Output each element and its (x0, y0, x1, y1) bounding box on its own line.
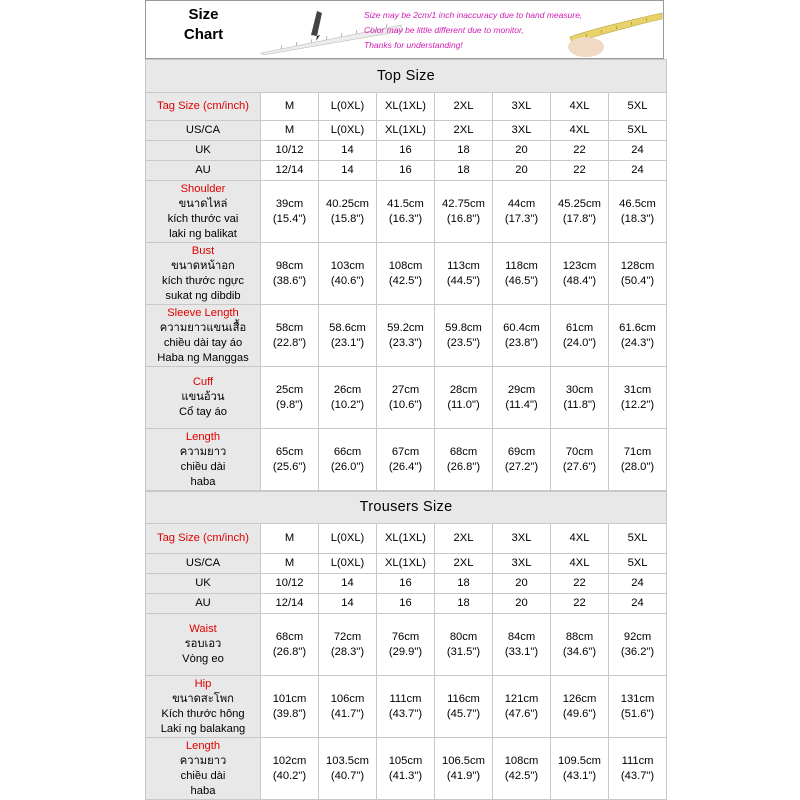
measure-name-english: Shoulder (180, 182, 226, 195)
measure-name-translation: sukat ng dibdib (165, 289, 241, 302)
trousers-uk-cell: 24 (609, 574, 667, 594)
value-cm: 103.5cm (326, 754, 369, 767)
trousers-au-cell: 24 (609, 594, 667, 614)
value-inch: (43.7") (388, 707, 423, 720)
measure-name-translation: Haba ng Manggas (157, 351, 249, 364)
trousers-au-cell: 12/14 (261, 594, 319, 614)
trousers-tag-size-cell: XL(1XL) (377, 524, 435, 554)
value-inch: (11.4") (505, 398, 538, 411)
note-color-monitor: Color may be little different due to monitor, (364, 25, 524, 35)
measure-name-english: Length (185, 739, 221, 752)
value-cm: 105cm (388, 754, 423, 767)
top-us-ca-cell: XL(1XL) (377, 121, 435, 141)
top-uk-cell: 20 (493, 141, 551, 161)
trousers-uk-label: UK (146, 574, 261, 594)
measure-name-translation: ความยาว (179, 754, 227, 767)
top-measure-cell (551, 305, 609, 367)
value-inch: (15.8") (330, 212, 365, 225)
value-cm: 58cm (275, 321, 304, 334)
value-cm: 30cm (565, 383, 594, 396)
top-measure-cell (435, 429, 493, 491)
top-au-label: AU (146, 161, 261, 181)
measure-name-english: Cuff (192, 376, 214, 388)
note-hand-measure: Size may be 2cm/1 inch inaccuracy due to hand measure, (364, 10, 583, 20)
trousers-row-measure (146, 614, 667, 676)
value-cm: 40.25cm (326, 197, 369, 210)
top-au-cell: 14 (319, 161, 377, 181)
top-uk-cell: 10/12 (261, 141, 319, 161)
measure-name-translation: ขนาดไหล่ (178, 197, 228, 210)
value-inch: (48.4") (562, 274, 597, 287)
trousers-us-ca-cell: 2XL (435, 554, 493, 574)
value-cm: 123cm (562, 259, 597, 272)
value-inch: (41.3") (388, 769, 423, 782)
top-measure-cell (493, 243, 551, 305)
trousers-measure-cell (319, 676, 377, 738)
note-thanks: Thanks for understanding! (364, 40, 463, 50)
trousers-measure-cell (609, 676, 667, 738)
top-section-title: Top Size (146, 60, 667, 93)
top-size-table (145, 59, 667, 491)
value-cm: 84cm (507, 630, 536, 643)
size-chart-header (145, 0, 664, 59)
trousers-section-header (146, 492, 667, 524)
top-measure-cell (319, 243, 377, 305)
value-inch: (17.3") (504, 212, 539, 225)
trousers-au-cell: 18 (435, 594, 493, 614)
value-cm: 113cm (447, 259, 480, 272)
top-measure-cell (261, 367, 319, 429)
value-inch: (43.7") (620, 769, 655, 782)
top-row-us-ca (146, 121, 667, 141)
value-inch: (27.2") (504, 460, 539, 473)
trousers-row-us-ca (146, 554, 667, 574)
top-au-cell: 24 (609, 161, 667, 181)
value-inch: (34.6") (562, 645, 597, 658)
trousers-measure-cell (261, 614, 319, 676)
value-cm: 61.6cm (619, 321, 656, 334)
top-tag-size-label: Tag Size (cm/inch) (146, 93, 261, 121)
top-row-tag-size (146, 93, 667, 121)
value-inch: (22.8") (272, 336, 307, 349)
top-measure-cell (551, 243, 609, 305)
trousers-us-ca-cell: M (261, 554, 319, 574)
size-disclaimer-notes (364, 8, 594, 53)
value-cm: 25cm (275, 383, 304, 396)
value-inch: (12.2") (620, 398, 655, 411)
value-inch: (28.0") (620, 460, 655, 473)
top-tag-size-cell: 4XL (551, 93, 609, 121)
trousers-measure-cell (377, 676, 435, 738)
top-measure-cell (435, 367, 493, 429)
value-cm: 88cm (565, 630, 594, 643)
value-cm: 98cm (275, 259, 304, 272)
trousers-measure-label (146, 676, 261, 738)
value-cm: 128cm (620, 259, 655, 272)
value-inch: (33.1") (504, 645, 539, 658)
top-measure-cell (493, 367, 551, 429)
value-cm: 61cm (565, 321, 594, 334)
value-cm: 109.5cm (558, 754, 601, 767)
value-inch: (47.6") (504, 707, 539, 720)
value-cm: 65cm (275, 445, 304, 458)
value-cm: 58.6cm (329, 321, 366, 334)
value-inch: (39.8") (272, 707, 307, 720)
top-measure-label (146, 367, 261, 429)
top-measure-cell (609, 305, 667, 367)
top-row-measure (146, 429, 667, 491)
value-inch: (51.6") (620, 707, 655, 720)
trousers-size-table (145, 491, 667, 800)
top-measure-cell (609, 243, 667, 305)
top-tag-size-cell: L(0XL) (319, 93, 377, 121)
trousers-us-ca-cell: 4XL (551, 554, 609, 574)
value-cm: 46.5cm (619, 197, 656, 210)
size-chart-title: Size Chart (183, 6, 224, 43)
value-inch: (11.0") (447, 398, 480, 411)
trousers-uk-cell: 10/12 (261, 574, 319, 594)
value-inch: (42.5") (388, 274, 423, 287)
value-inch: (26.8") (446, 460, 481, 473)
value-cm: 126cm (562, 692, 597, 705)
trousers-measure-cell (377, 614, 435, 676)
top-measure-cell (319, 305, 377, 367)
value-inch: (26.4") (388, 460, 423, 473)
value-inch: (23.3") (388, 336, 423, 349)
trousers-us-ca-cell: XL(1XL) (377, 554, 435, 574)
value-cm: 41.5cm (387, 197, 424, 210)
measure-name-translation: ความยาว (179, 445, 227, 458)
trousers-au-cell: 16 (377, 594, 435, 614)
trousers-uk-cell: 20 (493, 574, 551, 594)
top-measure-cell (377, 243, 435, 305)
value-cm: 28cm (449, 383, 478, 396)
top-au-cell: 22 (551, 161, 609, 181)
trousers-row-tag-size (146, 524, 667, 554)
trousers-uk-cell: 22 (551, 574, 609, 594)
value-inch: (23.5") (446, 336, 481, 349)
top-measure-cell (435, 305, 493, 367)
top-measure-cell (609, 429, 667, 491)
value-inch: (40.7") (330, 769, 365, 782)
measure-name-english: Hip (194, 677, 212, 690)
value-inch: (36.2") (620, 645, 655, 658)
value-cm: 102cm (272, 754, 307, 767)
top-measure-cell (319, 181, 377, 243)
top-measure-cell (261, 181, 319, 243)
top-measure-cell (551, 367, 609, 429)
value-inch: (45.7") (446, 707, 481, 720)
top-us-ca-cell: L(0XL) (319, 121, 377, 141)
top-us-ca-label: US/CA (146, 121, 261, 141)
measure-name-english: Bust (191, 244, 215, 257)
top-measure-cell (435, 243, 493, 305)
measure-name-translation: kích thước vai (167, 212, 239, 225)
measure-name-english: Length (185, 430, 221, 443)
measuring-tape-hand-icon (566, 3, 664, 59)
value-cm: 68cm (275, 630, 304, 643)
trousers-au-cell: 22 (551, 594, 609, 614)
trousers-us-ca-cell: L(0XL) (319, 554, 377, 574)
value-cm: 39cm (275, 197, 304, 210)
value-inch: (16.8") (446, 212, 481, 225)
value-inch: (41.7") (330, 707, 365, 720)
value-inch: (15.4") (272, 212, 307, 225)
top-measure-cell (377, 367, 435, 429)
trousers-measure-cell (261, 676, 319, 738)
value-inch: (10.2") (330, 398, 365, 411)
trousers-row-measure (146, 676, 667, 738)
value-inch: (26.0") (330, 460, 365, 473)
trousers-row-uk (146, 574, 667, 594)
value-inch: (23.1") (330, 336, 365, 349)
top-tag-size-cell: 5XL (609, 93, 667, 121)
trousers-us-ca-label: US/CA (146, 554, 261, 574)
value-cm: 59.8cm (445, 321, 482, 334)
value-cm: 29cm (507, 383, 536, 396)
value-cm: 108cm (504, 754, 539, 767)
measure-name-translation: รอบเอว (184, 638, 222, 650)
value-cm: 92cm (623, 630, 652, 643)
value-cm: 103cm (330, 259, 365, 272)
trousers-measure-cell (609, 738, 667, 800)
top-au-cell: 20 (493, 161, 551, 181)
value-inch: (23.8") (504, 336, 539, 349)
value-cm: 26cm (333, 383, 362, 396)
top-measure-cell (319, 429, 377, 491)
value-inch: (50.4") (620, 274, 655, 287)
top-measure-cell (377, 305, 435, 367)
measure-name-translation: Cổ tay áo (179, 406, 227, 418)
top-measure-cell (261, 305, 319, 367)
trousers-us-ca-cell: 3XL (493, 554, 551, 574)
trousers-tag-size-cell: 2XL (435, 524, 493, 554)
value-cm: 106.5cm (442, 754, 485, 767)
measure-name-translation: laki ng balikat (169, 227, 237, 240)
trousers-measure-cell (609, 614, 667, 676)
value-inch: (18.3") (620, 212, 655, 225)
trousers-measure-cell (493, 738, 551, 800)
value-cm: 121cm (504, 692, 539, 705)
trousers-uk-cell: 16 (377, 574, 435, 594)
trousers-measure-cell (319, 738, 377, 800)
value-inch: (10.6") (388, 398, 423, 411)
value-cm: 80cm (449, 630, 478, 643)
value-inch: (29.9") (388, 645, 423, 658)
top-us-ca-cell: 2XL (435, 121, 493, 141)
value-inch: (24.0") (562, 336, 597, 349)
trousers-measure-cell (435, 614, 493, 676)
trousers-measure-cell (435, 676, 493, 738)
value-cm: 67cm (391, 445, 420, 458)
top-au-cell: 12/14 (261, 161, 319, 181)
value-cm: 42.75cm (442, 197, 485, 210)
value-cm: 27cm (391, 383, 420, 396)
value-inch: (40.2") (272, 769, 307, 782)
value-cm: 131cm (620, 692, 655, 705)
top-uk-cell: 22 (551, 141, 609, 161)
top-measure-cell (435, 181, 493, 243)
trousers-tag-size-cell: 3XL (493, 524, 551, 554)
top-measure-label (146, 181, 261, 243)
value-inch: (17.8") (562, 212, 597, 225)
trousers-row-measure (146, 738, 667, 800)
value-cm: 71cm (623, 445, 652, 458)
measure-name-translation: Vòng eo (182, 653, 224, 665)
value-cm: 108cm (388, 259, 423, 272)
value-inch: (43.1") (562, 769, 597, 782)
value-inch: (26.8") (272, 645, 307, 658)
value-inch: (42.5") (504, 769, 539, 782)
value-cm: 111cm (621, 754, 654, 767)
value-inch: (25.6") (272, 460, 307, 473)
value-inch: (24.3") (620, 336, 655, 349)
value-inch: (38.6") (272, 274, 307, 287)
top-tag-size-cell: M (261, 93, 319, 121)
value-cm: 45.25cm (558, 197, 601, 210)
measure-name-translation: kích thước ngực (161, 274, 244, 287)
top-measure-cell (551, 429, 609, 491)
trousers-au-cell: 14 (319, 594, 377, 614)
top-tag-size-cell: 3XL (493, 93, 551, 121)
top-us-ca-cell: 5XL (609, 121, 667, 141)
top-au-cell: 16 (377, 161, 435, 181)
measure-name-translation: ขนาดหน้าอก (171, 259, 235, 272)
trousers-measure-cell (551, 676, 609, 738)
top-measure-label (146, 429, 261, 491)
measure-name-translation: Kích thước hông (161, 707, 245, 720)
trousers-tag-size-cell: 5XL (609, 524, 667, 554)
top-measure-cell (319, 367, 377, 429)
value-cm: 66cm (333, 445, 362, 458)
trousers-tag-size-cell: L(0XL) (319, 524, 377, 554)
value-inch: (40.6") (330, 274, 365, 287)
value-cm: 111cm (389, 692, 422, 705)
value-inch: (41.9") (446, 769, 481, 782)
value-inch: (16.3") (388, 212, 423, 225)
value-cm: 59.2cm (387, 321, 424, 334)
top-section-header (146, 60, 667, 93)
value-cm: 116cm (447, 692, 480, 705)
value-inch: (28.3") (330, 645, 365, 658)
trousers-tag-size-label: Tag Size (cm/inch) (146, 524, 261, 554)
top-row-measure (146, 243, 667, 305)
measure-name-translation: haba (190, 784, 216, 797)
top-au-cell: 18 (435, 161, 493, 181)
value-cm: 76cm (391, 630, 420, 643)
value-inch: (31.5") (446, 645, 481, 658)
top-measure-cell (493, 305, 551, 367)
top-row-measure (146, 305, 667, 367)
top-measure-cell (377, 181, 435, 243)
trousers-measure-cell (493, 614, 551, 676)
top-us-ca-cell: 3XL (493, 121, 551, 141)
trousers-tag-size-cell: 4XL (551, 524, 609, 554)
trousers-tag-size-cell: M (261, 524, 319, 554)
measure-name-english: Sleeve Length (167, 306, 239, 319)
value-cm: 68cm (449, 445, 478, 458)
measure-name-english: Waist (189, 623, 217, 635)
top-measure-cell (609, 367, 667, 429)
value-inch: (11.8") (563, 398, 596, 411)
measure-name-translation: haba (190, 475, 216, 488)
trousers-measure-cell (319, 614, 377, 676)
measure-name-translation: chiều dài (180, 769, 226, 782)
value-cm: 69cm (507, 445, 536, 458)
top-row-measure (146, 367, 667, 429)
value-inch: (44.5") (446, 274, 481, 287)
top-row-au (146, 161, 667, 181)
top-tag-size-cell: XL(1XL) (377, 93, 435, 121)
top-measure-cell (609, 181, 667, 243)
top-row-uk (146, 141, 667, 161)
top-measure-cell (551, 181, 609, 243)
measure-name-translation: Laki ng balakang (160, 722, 246, 735)
trousers-measure-cell (493, 676, 551, 738)
trousers-measure-cell (551, 738, 609, 800)
measure-name-translation: ความยาวแขนเสื้อ (159, 321, 247, 334)
trousers-au-cell: 20 (493, 594, 551, 614)
top-row-measure (146, 181, 667, 243)
top-measure-cell (493, 181, 551, 243)
value-cm: 106cm (330, 692, 365, 705)
trousers-measure-cell (435, 738, 493, 800)
trousers-row-au (146, 594, 667, 614)
value-cm: 70cm (565, 445, 594, 458)
trousers-measure-label (146, 738, 261, 800)
top-us-ca-cell: M (261, 121, 319, 141)
value-inch: (46.5") (504, 274, 539, 287)
value-inch: (49.6") (562, 707, 597, 720)
top-uk-cell: 18 (435, 141, 493, 161)
top-measure-label (146, 305, 261, 367)
measure-name-translation: chiều dài (180, 460, 226, 473)
top-us-ca-cell: 4XL (551, 121, 609, 141)
value-inch: (9.8") (276, 398, 303, 411)
trousers-measure-cell (551, 614, 609, 676)
trousers-measure-cell (261, 738, 319, 800)
trousers-uk-cell: 14 (319, 574, 377, 594)
top-measure-cell (261, 429, 319, 491)
value-cm: 31cm (623, 383, 652, 396)
top-measure-label (146, 243, 261, 305)
top-tag-size-cell: 2XL (435, 93, 493, 121)
top-uk-cell: 24 (609, 141, 667, 161)
top-measure-cell (377, 429, 435, 491)
trousers-section-title: Trousers Size (146, 492, 667, 524)
value-inch: (27.6") (562, 460, 597, 473)
value-cm: 118cm (505, 259, 538, 272)
top-measure-cell (493, 429, 551, 491)
top-uk-label: UK (146, 141, 261, 161)
trousers-measure-cell (377, 738, 435, 800)
measure-name-translation: แขนอ้วน (181, 391, 225, 403)
trousers-au-label: AU (146, 594, 261, 614)
value-cm: 101cm (272, 692, 307, 705)
trousers-uk-cell: 18 (435, 574, 493, 594)
value-cm: 44cm (507, 197, 536, 210)
measure-name-translation: ขนาดสะโพก (172, 692, 234, 705)
top-measure-cell (261, 243, 319, 305)
value-cm: 72cm (333, 630, 362, 643)
top-uk-cell: 16 (377, 141, 435, 161)
trousers-us-ca-cell: 5XL (609, 554, 667, 574)
measure-name-translation: chiều dài tay áo (163, 336, 243, 349)
trousers-measure-label (146, 614, 261, 676)
value-cm: 60.4cm (503, 321, 540, 334)
top-uk-cell: 14 (319, 141, 377, 161)
